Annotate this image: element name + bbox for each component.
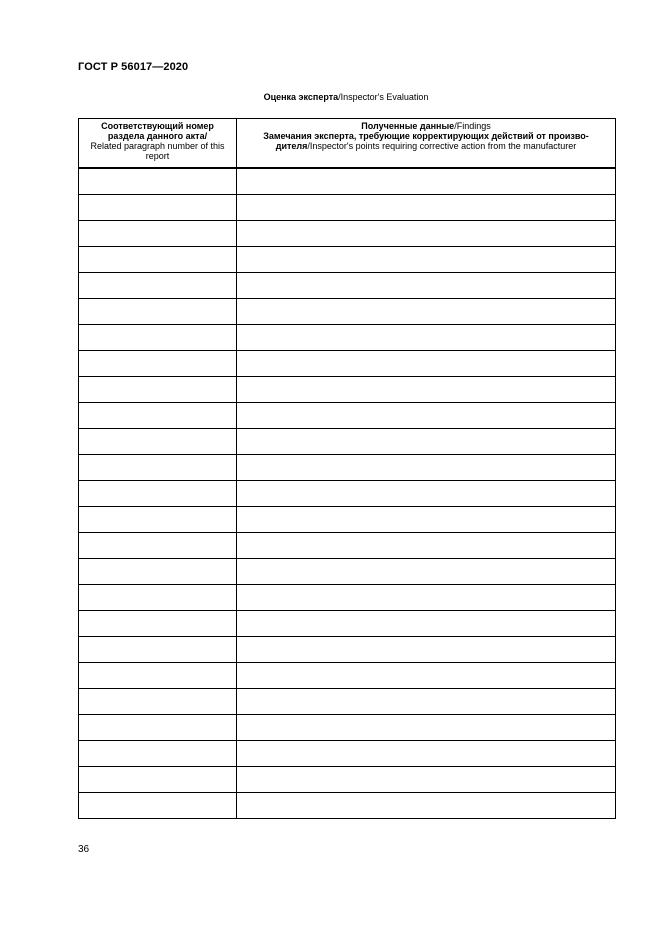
paragraph-number-cell[interactable]: [79, 299, 237, 325]
paragraph-number-cell[interactable]: [79, 325, 237, 351]
table-row: [79, 299, 616, 325]
findings-cell[interactable]: [237, 195, 616, 221]
findings-cell[interactable]: [237, 585, 616, 611]
findings-cell[interactable]: [237, 273, 616, 299]
paragraph-number-cell[interactable]: [79, 533, 237, 559]
findings-cell[interactable]: [237, 689, 616, 715]
header-col2-line1-bold: Полученные данные: [361, 121, 455, 131]
table-row: [79, 715, 616, 741]
paragraph-number-cell[interactable]: [79, 481, 237, 507]
paragraph-number-cell[interactable]: [79, 507, 237, 533]
findings-cell[interactable]: [237, 351, 616, 377]
header-col1-line1: Соответствующий номер: [101, 121, 214, 131]
paragraph-number-cell[interactable]: [79, 767, 237, 793]
findings-cell[interactable]: [237, 325, 616, 351]
findings-cell[interactable]: [237, 377, 616, 403]
page-number: 36: [78, 844, 90, 855]
findings-cell[interactable]: [237, 299, 616, 325]
findings-cell[interactable]: [237, 247, 616, 273]
header-paragraph-number: [79, 119, 237, 169]
header-col2-line3-normal: /Inspector's points requiring corrective action from the manufacturer: [307, 141, 577, 151]
findings-cell[interactable]: [237, 741, 616, 767]
table-row: [79, 195, 616, 221]
findings-cell[interactable]: [237, 793, 616, 819]
findings-cell[interactable]: [237, 533, 616, 559]
header-col1-line3: Related paragraph number of this: [90, 141, 225, 151]
caption-bold: Оценка эксперта: [263, 92, 339, 102]
table-row: [79, 559, 616, 585]
table-row: [79, 351, 616, 377]
paragraph-number-cell[interactable]: [79, 715, 237, 741]
table-row: [79, 247, 616, 273]
paragraph-number-cell[interactable]: [79, 455, 237, 481]
table-row: [79, 637, 616, 663]
paragraph-number-cell[interactable]: [79, 168, 237, 195]
paragraph-number-cell[interactable]: [79, 403, 237, 429]
table-row: [79, 325, 616, 351]
paragraph-number-cell[interactable]: [79, 793, 237, 819]
findings-cell[interactable]: [237, 715, 616, 741]
table-row: [79, 585, 616, 611]
paragraph-number-cell[interactable]: [79, 559, 237, 585]
paragraph-number-cell[interactable]: [79, 273, 237, 299]
table-row: [79, 481, 616, 507]
paragraph-number-cell[interactable]: [79, 663, 237, 689]
table-row: [79, 741, 616, 767]
table-row: [79, 455, 616, 481]
header-col2-line1-normal: /Findings: [454, 121, 491, 131]
caption-normal: /Inspector's Evaluation: [338, 92, 429, 102]
findings-cell[interactable]: [237, 637, 616, 663]
findings-cell[interactable]: [237, 429, 616, 455]
table-header-row: [79, 119, 616, 169]
header-col2-line3-bold: дителя: [275, 141, 308, 151]
table-row: [79, 663, 616, 689]
evaluation-table: [78, 118, 616, 819]
findings-cell[interactable]: [237, 403, 616, 429]
table-row: [79, 767, 616, 793]
table-body: [79, 168, 616, 819]
document-code: ГОСТ Р 56017—2020: [78, 61, 189, 73]
table-row: [79, 533, 616, 559]
findings-cell[interactable]: [237, 507, 616, 533]
header-col1-line2: раздела данного акта/: [107, 131, 208, 141]
table-row: [79, 403, 616, 429]
table-row: [79, 168, 616, 195]
header-col1-line4: report: [145, 151, 170, 161]
paragraph-number-cell[interactable]: [79, 585, 237, 611]
paragraph-number-cell[interactable]: [79, 611, 237, 637]
table-row: [79, 689, 616, 715]
paragraph-number-cell[interactable]: [79, 247, 237, 273]
findings-cell[interactable]: [237, 663, 616, 689]
table-caption: [78, 92, 614, 102]
paragraph-number-cell[interactable]: [79, 195, 237, 221]
paragraph-number-cell[interactable]: [79, 351, 237, 377]
paragraph-number-cell[interactable]: [79, 741, 237, 767]
table-row: [79, 377, 616, 403]
paragraph-number-cell[interactable]: [79, 689, 237, 715]
header-col2-line2: Замечания эксперта, требующие корректирующих действий от произво-: [263, 131, 589, 141]
findings-cell[interactable]: [237, 611, 616, 637]
table-row: [79, 429, 616, 455]
table-row: [79, 611, 616, 637]
header-findings: [237, 119, 616, 169]
paragraph-number-cell[interactable]: [79, 221, 237, 247]
table-row: [79, 507, 616, 533]
table-row: [79, 273, 616, 299]
findings-cell[interactable]: [237, 221, 616, 247]
findings-cell[interactable]: [237, 767, 616, 793]
findings-cell[interactable]: [237, 481, 616, 507]
findings-cell[interactable]: [237, 168, 616, 195]
paragraph-number-cell[interactable]: [79, 637, 237, 663]
findings-cell[interactable]: [237, 455, 616, 481]
table-row: [79, 221, 616, 247]
findings-cell[interactable]: [237, 559, 616, 585]
paragraph-number-cell[interactable]: [79, 377, 237, 403]
paragraph-number-cell[interactable]: [79, 429, 237, 455]
table-row: [79, 793, 616, 819]
